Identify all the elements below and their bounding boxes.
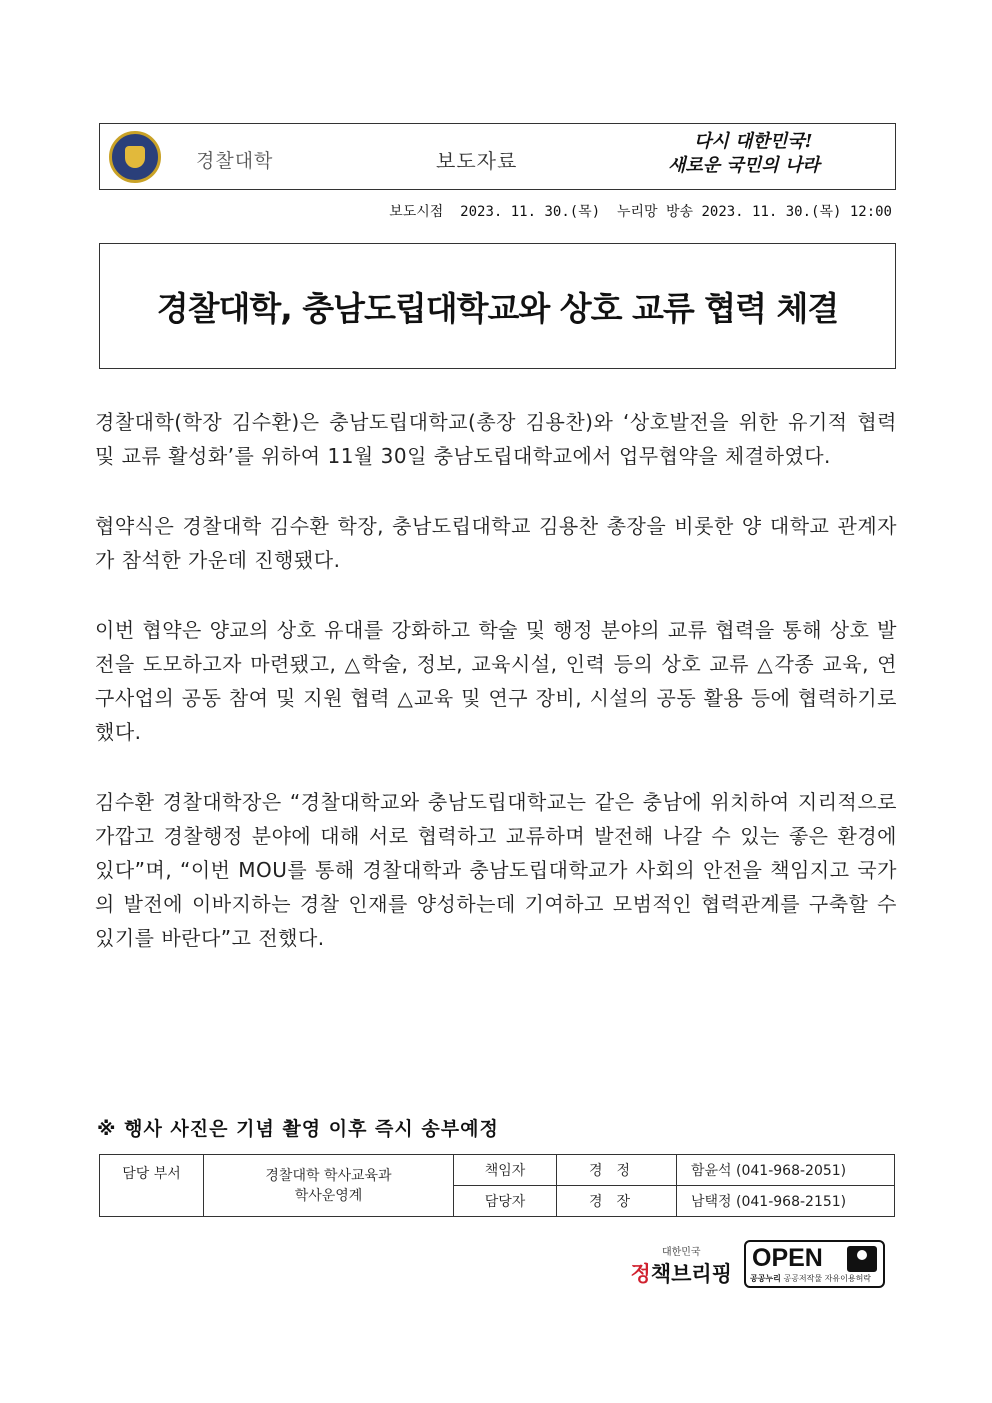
table-row xyxy=(100,1155,895,1186)
rank-cell: 경정 xyxy=(557,1155,677,1186)
slogan xyxy=(668,130,888,178)
header-box xyxy=(99,123,896,190)
briefing-red-char: 정 xyxy=(630,1262,651,1286)
paragraph-2: 협약식은 경찰대학 김수환 학장, 충남도립대학교 김용찬 총장을 비롯한 양 대학교 관계자가 참석한 가운데 진행됐다. xyxy=(95,514,897,572)
org-name: 경찰대학 xyxy=(196,150,274,172)
rank-cell: 경장 xyxy=(557,1186,677,1217)
photo-notice: ※ 행사 사진은 기념 촬영 이후 즉시 송부예정 xyxy=(97,1118,499,1140)
open-sub-rest: 공공저작물 자유이용허락 xyxy=(783,1274,872,1283)
open-sub-bold: 공공누리 xyxy=(750,1274,781,1283)
title-box xyxy=(99,243,896,369)
attribution-person-icon xyxy=(847,1246,877,1272)
policy-briefing-logo xyxy=(631,1243,732,1288)
contact-table xyxy=(99,1154,895,1217)
article-body xyxy=(95,405,897,991)
dept-line2: 학사운영계 xyxy=(294,1187,363,1204)
paragraph-1: 경찰대학(학장 김수환)은 충남도립대학교(총장 김용찬)와 ‘상호발전을 위한 유기적 협력 및 교류 활성화’를 위하여 11월 30일 충남도립대학교에서 업무협약을 체결하였다. xyxy=(95,410,897,468)
slogan-line2: 새로운 국민의 나라 xyxy=(668,155,820,176)
paragraph-3: 이번 협약은 양교의 상호 유대를 강화하고 학술 및 행정 분야의 교류 협력을 통해 상호 발전을 도모하고자 마련됐고, △학술, 정보, 교육시설, 인력 등의 상호 교류 △각종 교육, 연구사업의 공동 참여 및 지원 협력 △교육 및 연구 장비, 시설의 공동 활용 등에 협력하기로 했다. xyxy=(95,618,897,744)
role-cell: 책임자 xyxy=(454,1155,557,1186)
slogan-line1: 다시 대한민국! xyxy=(694,131,813,152)
dept-line1: 경찰대학 학사교육과 xyxy=(265,1167,392,1184)
footer-logos xyxy=(631,1240,885,1288)
person-cell: 함윤석 (041-968-2051) xyxy=(677,1155,895,1186)
kogl-open-logo xyxy=(744,1240,885,1288)
briefing-small-text: 대한민국 xyxy=(661,1247,701,1258)
open-subtext xyxy=(750,1273,871,1284)
release-time: 보도시점 2023. 11. 30.(목) 누리망 방송 2023. 11. 30.(목) 12:00 xyxy=(389,204,892,220)
open-text: OPEN xyxy=(752,1244,823,1272)
briefing-rest-text: 책브리핑 xyxy=(650,1262,732,1286)
police-university-emblem-icon xyxy=(109,131,161,183)
role-cell: 담당자 xyxy=(454,1186,557,1217)
briefing-big-text xyxy=(631,1262,732,1286)
person-cell: 남택정 (041-968-2151) xyxy=(677,1186,895,1217)
dept-name xyxy=(204,1155,454,1217)
dept-label: 담당 부서 xyxy=(100,1155,204,1217)
doc-type: 보도자료 xyxy=(436,149,518,173)
paragraph-4: 김수환 경찰대학장은 “경찰대학교와 충남도립대학교는 같은 충남에 위치하여 지리적으로 가깝고 경찰행정 분야에 대해 서로 협력하고 교류하며 발전해 나갈 수 있는 좋은 환경에 있다”며, “이번 MOU를 통해 경찰대학과 충남도립대학교가 사회의 안전을 책임지고 국가의 발전에 이바지하는 경찰 인재를 양성하는데 기여하고 모범적인 협력관계를 구축할 수 있기를 바란다”고 전했다. xyxy=(95,790,897,950)
page-title: 경찰대학, 충남도립대학교와 상호 교류 협력 체결 xyxy=(156,288,839,328)
